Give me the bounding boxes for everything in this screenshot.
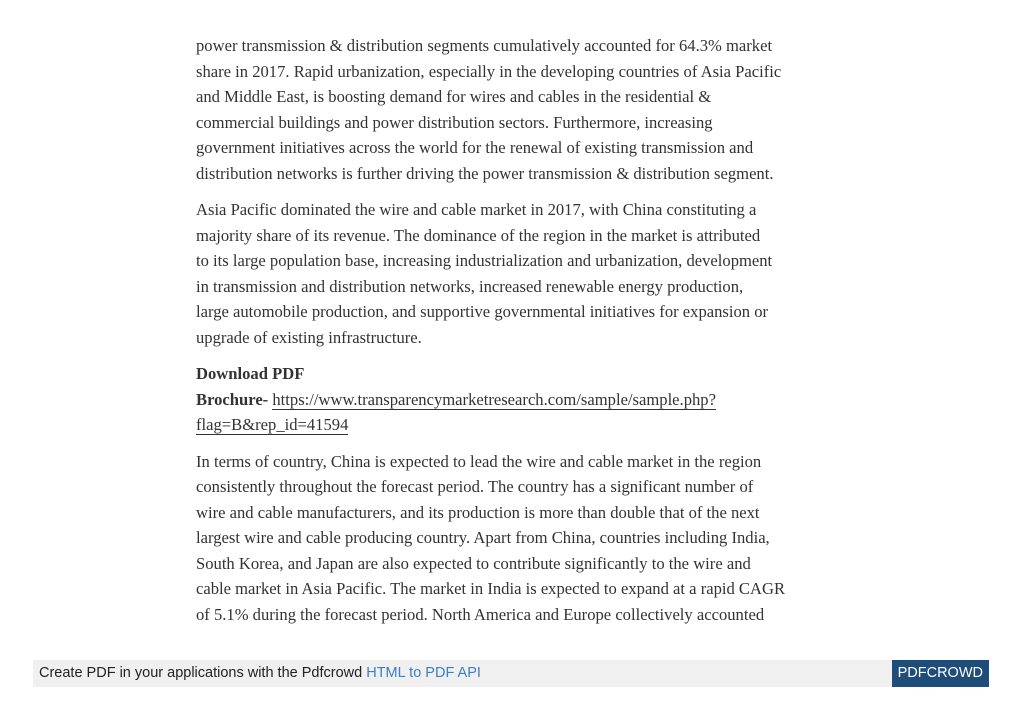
pdfcrowd-brand-button[interactable]: PDFCROWD (892, 660, 989, 687)
paragraph-3 (196, 449, 836, 628)
text-line: majority share of its revenue. The dominance of the region in the market is attributed (196, 225, 761, 245)
text-line: cable market in Asia Pacific. The market in India is expected to expand at a rapid CAGR (196, 579, 786, 598)
download-line-3 (196, 412, 836, 438)
brochure-link-continued[interactable]: flag=B&rep_id=41594 (196, 415, 349, 434)
text-line: Asia Pacific dominated the wire and cable market in 2017, with China constituting a (196, 200, 757, 219)
download-line-2 (196, 387, 836, 413)
text-line: In terms of country, China is expected to lead the wire and cable market in the region (196, 451, 762, 471)
text-line: South Korea, and Japan are also expected to contribute significantly to the wire and (196, 553, 751, 573)
text-line: and Middle East, is boosting demand for wires and cables in the residential & (196, 87, 712, 106)
text-line: power transmission & distribution segments cumulatively accounted for 64.3% market (196, 36, 773, 55)
article-body (196, 33, 836, 638)
text-line: largest wire and cable producing country. Apart from China, countries including India, (196, 528, 770, 547)
footer-text: Create PDF in your applications with the Pdfcrowd (39, 665, 367, 681)
brochure-label: Brochure- (196, 389, 269, 409)
brochure-link[interactable]: https://www.transparencymarketresearch.com/sample/sample.php? (272, 389, 716, 409)
download-line-1 (196, 361, 836, 387)
download-label: Download PDF (196, 364, 305, 383)
text-line: consistently throughout the forecast period. The country has a significant number of (196, 477, 754, 496)
text-line: share in 2017. Rapid urbanization, especially in the developing countries of Asia Pacific (196, 61, 782, 81)
text-line: government initiatives across the world for the renewal of existing transmission and (196, 138, 754, 157)
text-line: in transmission and distribution networks, increased renewable energy production, (196, 276, 744, 296)
text-line: distribution networks is further driving the power transmission & distribution segment. (196, 163, 774, 183)
text-line: of 5.1% during the forecast period. North America and Europe collectively accounted (196, 604, 765, 624)
text-line: large automobile production, and supportive governmental initiatives for expansion or (196, 302, 769, 321)
download-brochure (196, 361, 836, 438)
text-line: upgrade of existing infrastructure. (196, 327, 422, 347)
footer-text-wrap (39, 660, 481, 687)
text-line: commercial buildings and power distribution sectors. Furthermore, increasing (196, 112, 713, 132)
text-line: wire and cable manufacturers, and its production is more than double that of the next (196, 502, 760, 522)
text-line: to its large population base, increasing industrialization and urbanization, development (196, 251, 773, 270)
paragraph-2 (196, 197, 836, 350)
html-to-pdf-api-link[interactable]: HTML to PDF API (366, 665, 481, 681)
pdfcrowd-footer (33, 660, 989, 687)
paragraph-1 (196, 33, 836, 186)
